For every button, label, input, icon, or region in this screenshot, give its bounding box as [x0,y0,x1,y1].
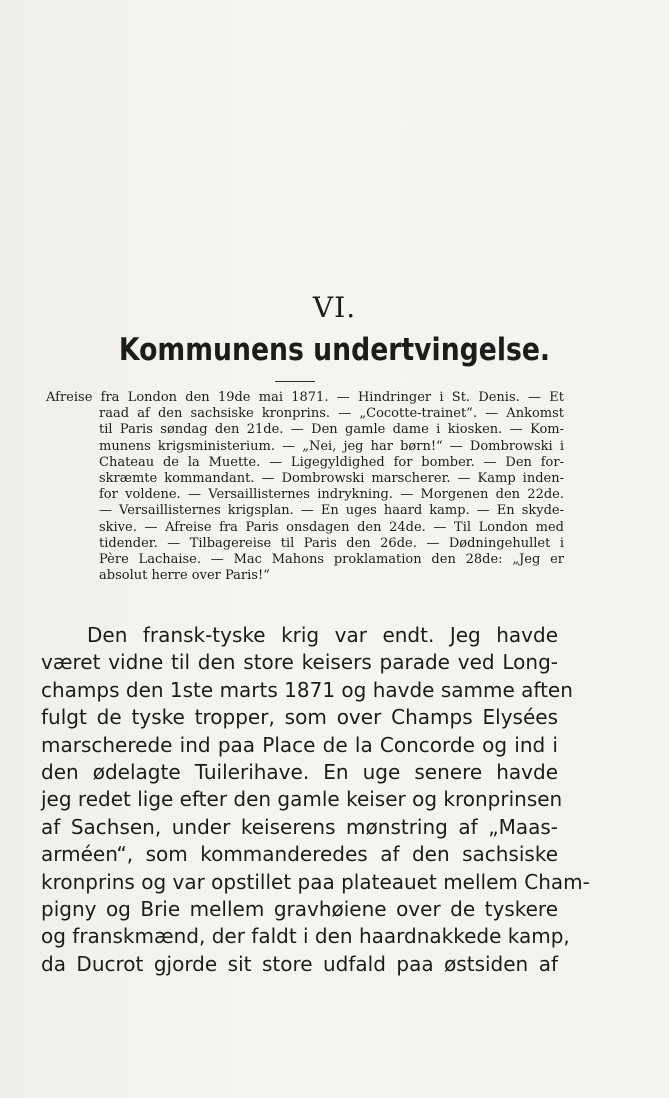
summary-line: tidender. — Tilbagereise til Paris den 26de. — Dødningehullet i [99,535,564,551]
body-line: kronprins og var opstillet paa plateauet mellem Cham- [41,869,590,894]
body-line: fulgt de tyske tropper, som over Champs Elysées [41,705,558,730]
body-line: den ødelagte Tuilerihave. En uge senere havde [41,759,558,784]
body-line: Den fransk-tyske krig var endt. Jeg havde [87,623,558,647]
body-line: marscherede ind paa Place de la Concorde og ind i [41,732,558,757]
summary-line: Afreise fra London den 19de mai 1871. — Hindringer i St. Denis. — Et [46,390,564,405]
summary-line: raad af den sachsiske kronprins. — „Cocotte-trainet“. — Ankomst [99,406,564,422]
summary-line: skive. — Afreise fra Paris onsdagen den 24de. — Til London med [99,519,564,535]
summary-line: — Versaillisternes krigsplan. — En uges haard kamp. — En skyde- [99,503,564,519]
summary-line: for voldene. — Versaillisternes indrykning. — Morgenen den 22de. [99,487,564,503]
title-divider [275,381,315,382]
body-line: og franskmænd, der faldt i den haardnakkede kamp, [41,924,570,949]
chapter-number: VI. [312,291,357,324]
body-line: champs den 1ste marts 1871 og havde samme aften [41,677,573,702]
body-line: da Ducrot gjorde sit store udfald paa østsiden af [41,951,558,976]
body-line: jeg redet lige efter den gamle keiser og kronprinsen [41,787,563,812]
body-paragraph [41,622,590,978]
body-line: arméen“, som kommanderedes af den sachsiske [41,842,558,867]
body-line: været vidne til den store keisers parade ved Long- [41,650,558,675]
summary-line: absolut herre over Paris!“ [99,568,270,584]
body-line: af Sachsen, under keiserens mønstring af „Maas- [41,814,558,839]
summary-line: til Paris søndag den 21de. — Den gamle dame i kiosken. — Kom- [99,422,564,438]
summary-line: Chateau de la Muette. — Ligegyldighed for bomber. — Den for- [99,454,564,470]
summary-line: munens krigsministerium. — „Nei, jeg har børn!“ — Dombrowski i [99,438,564,454]
summary-line: Père Lachaise. — Mac Mahons proklamation den 28de: „Jeg er [99,551,564,567]
body-line: pigny og Brie mellem gravhøiene over de tyskere [41,896,558,921]
chapter-summary [46,390,564,584]
chapter-title: Kommunens undertvingelse. [118,332,551,368]
summary-line: skræmte kommandant. — Dombrowski marscherer. — Kamp inden- [99,470,564,486]
